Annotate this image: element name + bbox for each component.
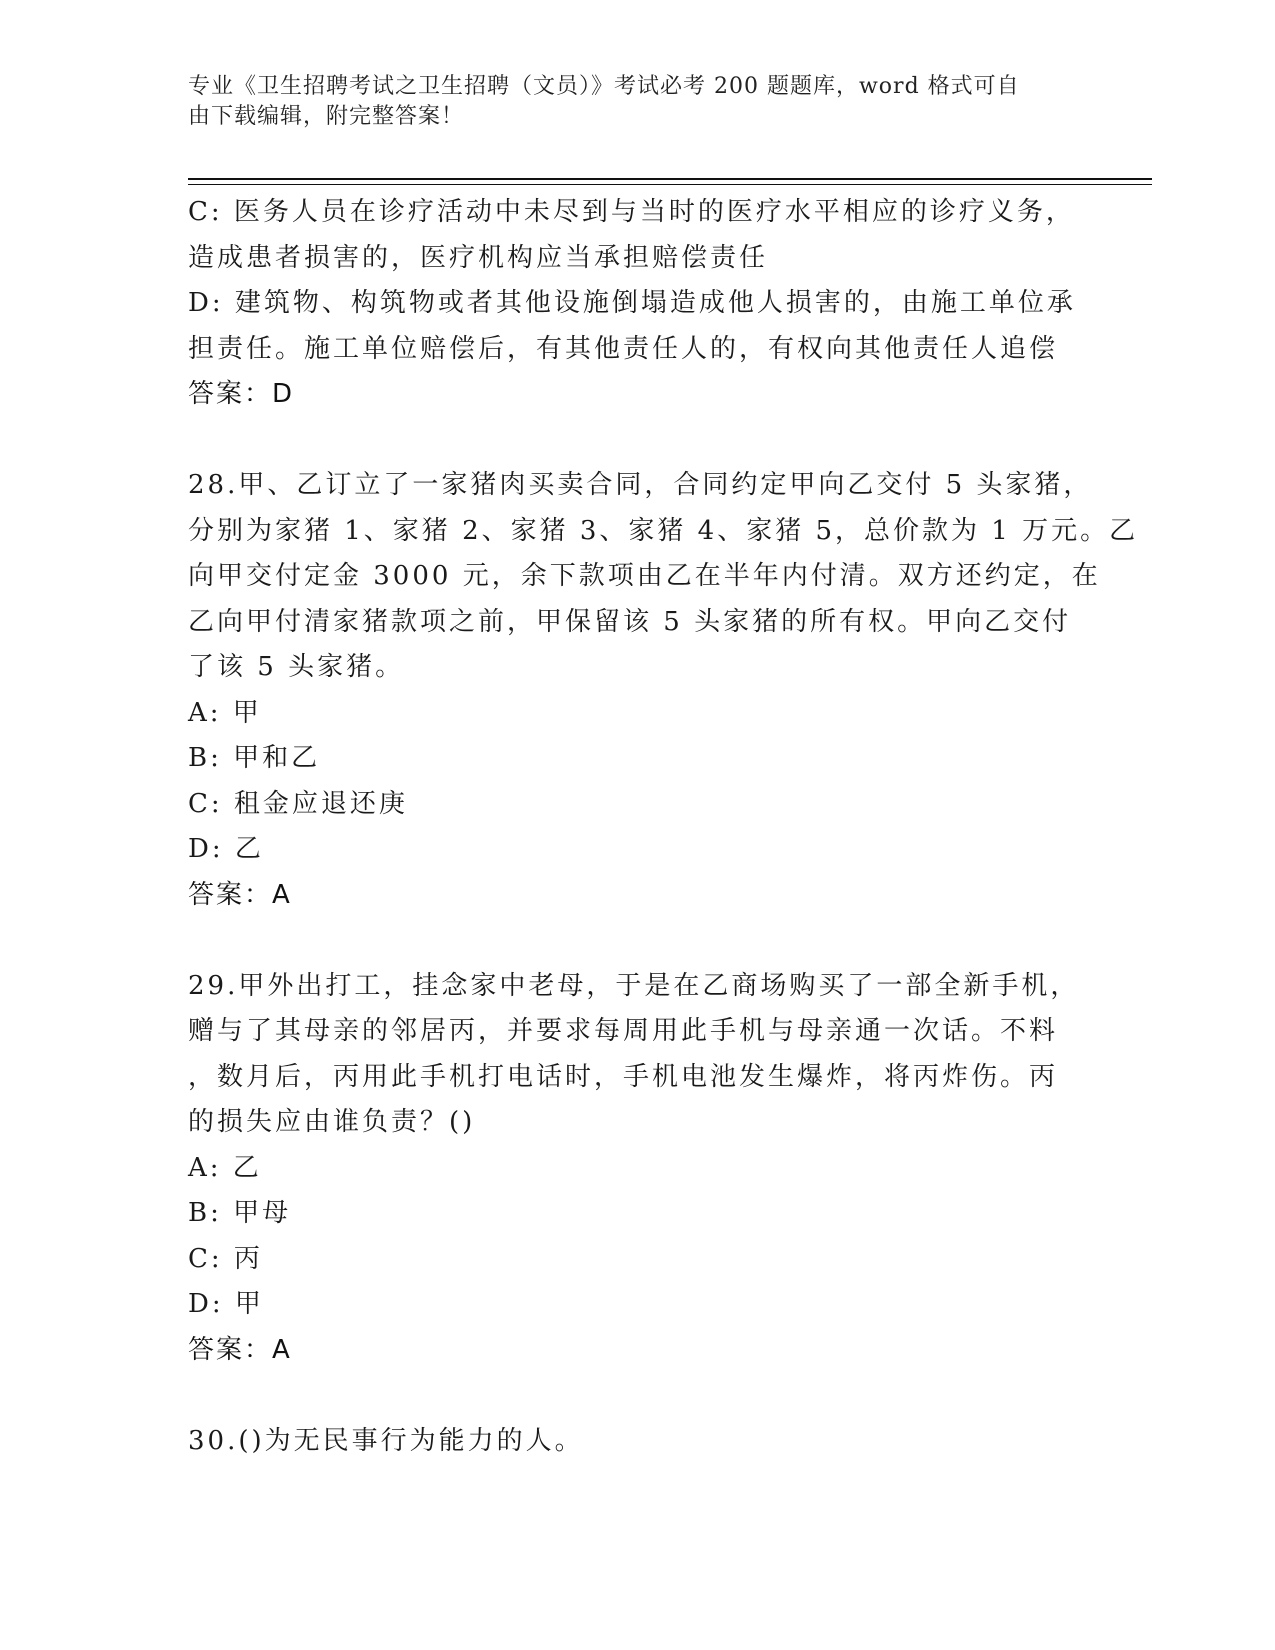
question-30 <box>188 1419 1088 1465</box>
question-28-option-c: C: 租金应退还庚 <box>188 788 408 819</box>
question-29-line-2: 赠与了其母亲的邻居丙，并要求每周用此手机与母亲通一次话。不料 <box>188 1016 1059 1046</box>
question-28 <box>188 463 1139 918</box>
question-28-option-a: A: 甲 <box>188 697 262 728</box>
question-29-option-a: A: 乙 <box>188 1152 262 1183</box>
question-29-line-4: 的损失应由谁负责？() <box>188 1107 476 1137</box>
question-28-option-d: D: 乙 <box>188 834 264 864</box>
question-28-line-4: 乙向甲付清家猪款项之前，甲保留该 5 头家猪的所有权。甲向乙交付 <box>188 606 1072 637</box>
question-29 <box>188 964 1088 1374</box>
question-29-option-d: D: 甲 <box>188 1289 264 1319</box>
option-c-line-2: 造成患者损害的，医疗机构应当承担赔偿责任 <box>188 242 769 273</box>
header-title-line-2: 由下载编辑，附完整答案！ <box>188 104 465 129</box>
answer-29: 答案：A <box>188 1334 292 1365</box>
question-28-line-1: 28.甲、乙订立了一家猪肉买卖合同，合同约定甲向乙交付 5 头家猪， <box>188 470 1093 500</box>
question-27-continued <box>188 190 1088 418</box>
document-header <box>188 72 1068 132</box>
option-c-line-1: C: 医务人员在诊疗活动中未尽到与当时的医疗水平相应的诊疗义务， <box>188 197 1075 227</box>
document-body <box>188 190 1139 1464</box>
option-d-line-1: D: 建筑物、构筑物或者其他设施倒塌造成他人损害的，由施工单位承 <box>188 288 1076 318</box>
question-29-option-c: C: 丙 <box>188 1243 263 1274</box>
answer-28: 答案：A <box>188 879 292 910</box>
header-divider-thick <box>188 178 1152 180</box>
question-29-line-3: ，数月后，丙用此手机打电话时，手机电池发生爆炸，将丙炸伤。丙 <box>188 1061 1059 1092</box>
question-29-option-b: B: 甲母 <box>188 1198 292 1228</box>
spacer <box>188 918 1088 964</box>
question-28-line-3: 向甲交付定金 3000 元，余下款项由乙在半年内付清。双方还约定，在 <box>188 561 1101 591</box>
header-title-line-1: 专业《卫生招聘考试之卫生招聘（文员）》考试必考 200 题题库，word 格式可自 <box>188 74 1020 99</box>
answer-27: 答案：D <box>188 379 295 409</box>
header-divider-thin <box>188 184 1152 185</box>
question-28-line-5: 了该 5 头家猪。 <box>188 652 405 682</box>
question-28-line-2: 分别为家猪 1、家猪 2、家猪 3、家猪 4、家猪 5，总价款为 1 万元。乙 <box>188 515 1139 546</box>
option-d-line-2: 担责任。施工单位赔偿后，有其他责任人的，有权向其他责任人追偿 <box>188 333 1059 364</box>
question-28-option-b: B: 甲和乙 <box>188 743 321 773</box>
spacer <box>188 418 1088 464</box>
spacer <box>188 1373 1088 1419</box>
question-30-line-1: 30.()为无民事行为能力的人。 <box>188 1425 584 1456</box>
question-29-line-1: 29.甲外出打工，挂念家中老母，于是在乙商场购买了一部全新手机， <box>188 970 1080 1001</box>
